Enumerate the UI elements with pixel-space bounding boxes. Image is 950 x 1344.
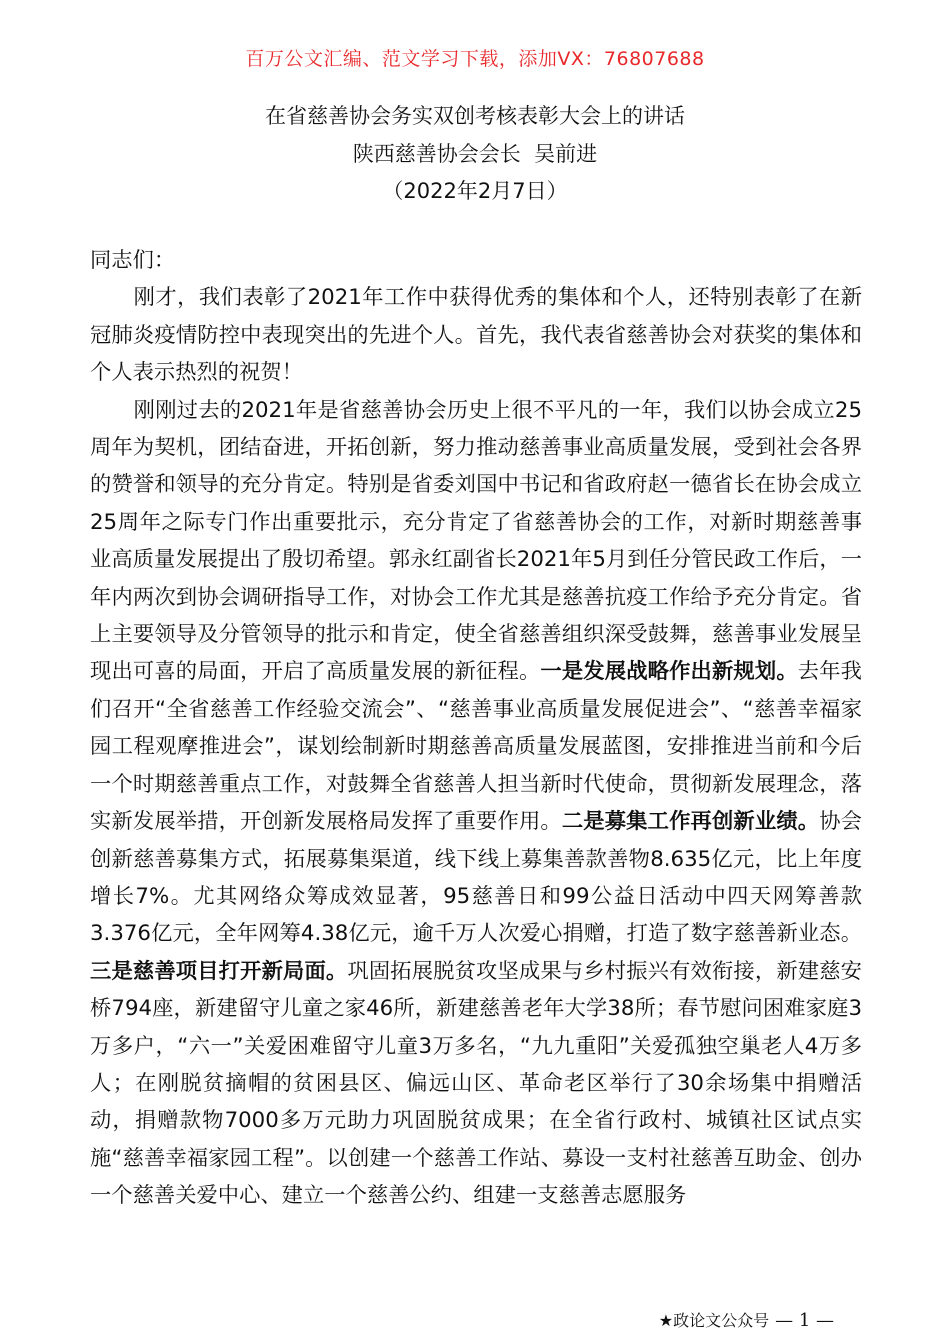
footer-source: ★政论文公众号 [658, 1311, 770, 1330]
point-heading-projects: 三是慈善项目打开新局面。 [90, 958, 348, 984]
document-body [90, 242, 862, 1215]
point-text-fundraising: 协会创新慈善募集方式，拓展募集渠道，线下线上募集善款善物8.635亿元，比上年度增长7%。尤其网络众筹成效显著，95慈善日和99公益日活动中四天网筹善款3.376亿元，全年网筹4.38亿元，逾千万人次爱心捐赠，打造了数字慈善新业态。 [90, 809, 862, 947]
point-heading-fundraising: 二是募集工作再创新业绩。 [561, 809, 820, 835]
page-footer [659, 1308, 834, 1331]
paragraph-congratulations: 刚才，我们表彰了2021年工作中获得优秀的集体和个人，还特别表彰了在新冠肺炎疫情防控中表现突出的先进个人。首先，我代表省慈善协会对获奖的集体和个人表示热烈的祝贺！ [90, 285, 862, 386]
point-heading-strategy: 一是发展战略作出新规划。 [540, 659, 798, 685]
speech-date: （2022年2月7日） [382, 179, 568, 203]
paragraph-review-2021 [90, 392, 862, 1215]
point-text-projects: 巩固拓展脱贫攻坚成果与乡村振兴有效衔接，新建慈安桥794座，新建留守儿童之家46所，新建慈善老年大学38所；春节慰问困难家庭3万多户，“六一”关爱困难留守儿童3万多名，“九九重阳”关爱孤独空巢老人4万多人；在刚脱贫摘帽的贫困县区、偏远山区、革命老区举行了30余场集中捐赠活动，捐赠款物7000多万元助力巩固脱贫成果；在全省行政村、城镇社区试点实施“慈善幸福家园工程”。以创建一个慈善工作站、募设一支村社慈善互助金、创办一个慈善关爱中心、建立一个慈善公约、组建一支慈善志愿服务 [90, 958, 862, 1209]
speech-title: 在省慈善协会务实双创考核表彰大会上的讲话 [265, 104, 685, 128]
salutation: 同志们： [90, 248, 176, 273]
point-text-strategy: 去年我们召开“全省慈善工作经验交流会”、“慈善事业高质量发展促进会”、“慈善幸福家园工程观摩推进会”，谋划绘制新时期慈善高质量发展蓝图，安排推进当前和今后一个时期慈善重点工作，对鼓舞全省慈善人担当新时代使命，贯彻新发展理念，落实新发展举措，开创新发展格局发挥了重要作用。 [90, 659, 862, 835]
page-number: — 1 — [775, 1310, 834, 1331]
download-banner: 百万公文汇编、范文学习下载，添加VX：76807688 [245, 48, 705, 70]
paragraph-intro-text: 刚刚过去的2021年是省慈善协会历史上很不平凡的一年，我们以协会成立25周年为契机，团结奋进，开拓创新，努力推动慈善事业高质量发展，受到社会各界的赞誉和领导的充分肯定。特别是省委刘国中书记和省政府赵一德省长在协会成立25周年之际专门作出重要批示，充分肯定了省慈善协会的工作，对新时期慈善事业高质量发展提出了殷切希望。郭永红副省长2021年5月到任分管民政工作后，一年内两次到协会调研指导工作，对协会工作尤其是慈善抗疫工作给予充分肯定。省上主要领导及分管领导的批示和肯定，使全省慈善组织深受鼓舞，慈善事业发展呈现出可喜的局面，开启了高质量发展的新征程。 [90, 397, 862, 685]
speaker-line: 陕西慈善协会会长 吴前进 [352, 142, 598, 166]
